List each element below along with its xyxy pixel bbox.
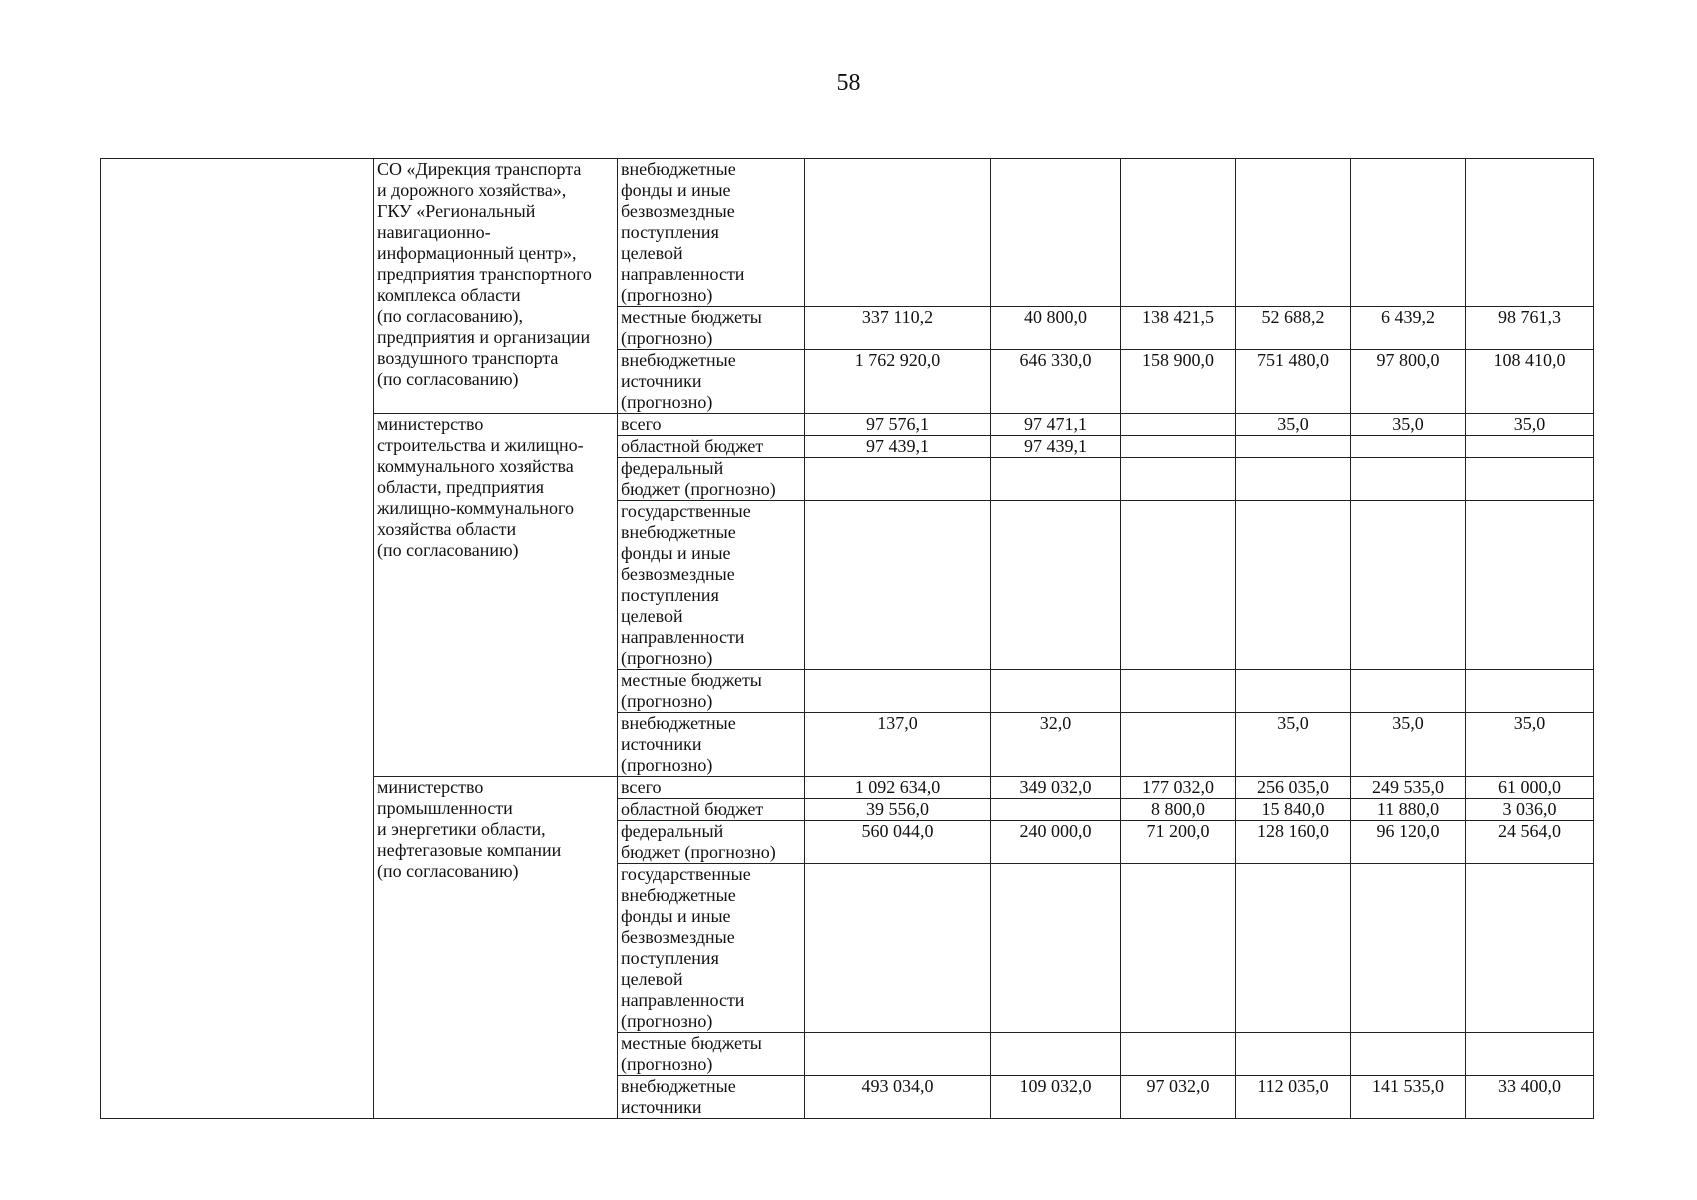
funding-source-label: федеральный бюджет (прогнозно) <box>621 458 776 499</box>
amount-cell: 6 439,2 <box>1351 307 1466 350</box>
amount-cell <box>1466 864 1594 1033</box>
amount-cell: 1 762 920,0 <box>805 350 991 414</box>
executor-cell <box>374 414 618 777</box>
funding-source-cell <box>618 1076 805 1119</box>
amount-cell: 35,0 <box>1466 414 1594 436</box>
amount-cell <box>805 159 991 307</box>
amount-cell: 15 840,0 <box>1236 799 1351 821</box>
amount-cell <box>991 1033 1121 1076</box>
amount-cell: 112 035,0 <box>1236 1076 1351 1119</box>
amount-cell <box>1236 159 1351 307</box>
funding-source-label: местные бюджеты (прогнозно) <box>621 1033 762 1074</box>
amount-cell: 35,0 <box>1236 713 1351 777</box>
funding-source-cell <box>618 713 805 777</box>
amount-cell: 97 471,1 <box>991 414 1121 436</box>
executor-name: министерство строительства и жилищно- коммунального хозяйства области, предприятия жилищно-коммунального хозяйства области (по согласованию) <box>377 414 584 560</box>
amount-cell: 35,0 <box>1236 414 1351 436</box>
amount-cell <box>1236 864 1351 1033</box>
amount-cell <box>805 458 991 501</box>
funding-source-label: всего <box>621 777 662 797</box>
amount-cell <box>1236 501 1351 670</box>
amount-cell <box>1121 159 1236 307</box>
amount-cell <box>1236 458 1351 501</box>
amount-cell: 24 564,0 <box>1466 821 1594 864</box>
amount-cell <box>991 670 1121 713</box>
amount-cell <box>1466 501 1594 670</box>
amount-cell: 97 439,1 <box>991 436 1121 458</box>
amount-cell <box>1121 458 1236 501</box>
amount-cell <box>1121 1033 1236 1076</box>
funding-source-label: областной бюджет <box>621 799 764 819</box>
amount-cell <box>1236 1033 1351 1076</box>
amount-cell <box>1466 458 1594 501</box>
amount-cell <box>1351 670 1466 713</box>
amount-cell <box>805 670 991 713</box>
page-number: 58 <box>836 70 861 96</box>
amount-cell <box>1121 670 1236 713</box>
amount-cell <box>1121 713 1236 777</box>
amount-cell: 108 410,0 <box>1466 350 1594 414</box>
table-row <box>101 159 1594 307</box>
amount-cell: 128 160,0 <box>1236 821 1351 864</box>
amount-cell: 98 761,3 <box>1466 307 1594 350</box>
amount-cell: 109 032,0 <box>991 1076 1121 1119</box>
amount-cell: 33 400,0 <box>1466 1076 1594 1119</box>
funding-source-cell <box>618 159 805 307</box>
amount-cell <box>805 864 991 1033</box>
amount-cell <box>1236 670 1351 713</box>
funding-source-label: местные бюджеты (прогнозно) <box>621 307 762 348</box>
amount-cell <box>1121 864 1236 1033</box>
amount-cell <box>1466 1033 1594 1076</box>
amount-cell: 138 421,5 <box>1121 307 1236 350</box>
funding-source-cell <box>618 799 805 821</box>
funding-source-label: внебюджетные источники (прогнозно) <box>621 350 736 412</box>
amount-cell <box>805 1033 991 1076</box>
funding-source-label: внебюджетные источники <box>621 1076 736 1117</box>
amount-cell: 158 900,0 <box>1121 350 1236 414</box>
program-name-cell <box>101 159 374 1119</box>
amount-cell: 256 035,0 <box>1236 777 1351 799</box>
amount-cell: 71 200,0 <box>1121 821 1236 864</box>
amount-cell: 97 032,0 <box>1121 1076 1236 1119</box>
amount-cell <box>1466 159 1594 307</box>
amount-cell <box>991 501 1121 670</box>
funding-source-cell <box>618 307 805 350</box>
funding-source-cell <box>618 777 805 799</box>
amount-cell <box>1351 864 1466 1033</box>
amount-cell <box>991 159 1121 307</box>
amount-cell: 3 036,0 <box>1466 799 1594 821</box>
amount-cell: 249 535,0 <box>1351 777 1466 799</box>
amount-cell: 141 535,0 <box>1351 1076 1466 1119</box>
amount-cell: 11 880,0 <box>1351 799 1466 821</box>
funding-source-label: областной бюджет <box>621 436 764 456</box>
executor-name: СО «Дирекция транспорта и дорожного хозяйства», ГКУ «Региональный навигационно- информационный центр», предприятия транспортного комплекса области (по согласованию), предприятия и организации воздушного транспорта (по согласованию) <box>377 159 592 389</box>
funding-source-cell <box>618 821 805 864</box>
executor-cell <box>374 777 618 1119</box>
amount-cell: 97 439,1 <box>805 436 991 458</box>
funding-source-label: внебюджетные источники (прогнозно) <box>621 713 736 775</box>
amount-cell: 40 800,0 <box>991 307 1121 350</box>
funding-source-cell <box>618 501 805 670</box>
funding-source-label: федеральный бюджет (прогнозно) <box>621 821 776 862</box>
amount-cell <box>1466 436 1594 458</box>
amount-cell: 32,0 <box>991 713 1121 777</box>
amount-cell: 177 032,0 <box>1121 777 1236 799</box>
amount-cell <box>991 864 1121 1033</box>
amount-cell: 493 034,0 <box>805 1076 991 1119</box>
amount-cell <box>991 799 1121 821</box>
amount-cell: 240 000,0 <box>991 821 1121 864</box>
amount-cell <box>1351 458 1466 501</box>
amount-cell: 96 120,0 <box>1351 821 1466 864</box>
executor-name: министерство промышленности и энергетики области, нефтегазовые компании (по согласованию) <box>377 777 562 881</box>
amount-cell <box>1121 436 1236 458</box>
amount-cell: 137,0 <box>805 713 991 777</box>
funding-source-label: государственные внебюджетные фонды и иные безвозмездные поступления целевой направленности (прогнозно) <box>621 501 751 668</box>
funding-source-label: внебюджетные фонды и иные безвозмездные поступления целевой направленности (прогнозно) <box>621 159 745 305</box>
amount-cell: 1 092 634,0 <box>805 777 991 799</box>
amount-cell: 61 000,0 <box>1466 777 1594 799</box>
amount-cell <box>1121 414 1236 436</box>
amount-cell: 751 480,0 <box>1236 350 1351 414</box>
amount-cell <box>1236 436 1351 458</box>
funding-source-label: местные бюджеты (прогнозно) <box>621 670 762 711</box>
amount-cell: 646 330,0 <box>991 350 1121 414</box>
funding-source-label: всего <box>621 414 662 434</box>
amount-cell <box>1351 501 1466 670</box>
funding-source-cell <box>618 458 805 501</box>
amount-cell <box>1351 1033 1466 1076</box>
amount-cell: 97 800,0 <box>1351 350 1466 414</box>
amount-cell <box>1466 670 1594 713</box>
funding-source-cell <box>618 436 805 458</box>
amount-cell: 35,0 <box>1351 713 1466 777</box>
amount-cell: 97 576,1 <box>805 414 991 436</box>
funding-source-cell <box>618 350 805 414</box>
funding-source-label: государственные внебюджетные фонды и иные безвозмездные поступления целевой направленности (прогнозно) <box>621 864 751 1031</box>
amount-cell: 39 556,0 <box>805 799 991 821</box>
table-body <box>101 159 1594 1119</box>
amount-cell: 560 044,0 <box>805 821 991 864</box>
amount-cell <box>991 458 1121 501</box>
amount-cell <box>805 501 991 670</box>
amount-cell: 337 110,2 <box>805 307 991 350</box>
amount-cell <box>1351 436 1466 458</box>
amount-cell: 52 688,2 <box>1236 307 1351 350</box>
amount-cell: 35,0 <box>1466 713 1594 777</box>
budget-table <box>100 158 1594 1119</box>
funding-source-cell <box>618 864 805 1033</box>
funding-source-cell <box>618 414 805 436</box>
amount-cell: 349 032,0 <box>991 777 1121 799</box>
amount-cell: 8 800,0 <box>1121 799 1236 821</box>
amount-cell <box>1121 501 1236 670</box>
amount-cell <box>1351 159 1466 307</box>
funding-source-cell <box>618 670 805 713</box>
executor-cell <box>374 159 618 414</box>
funding-source-cell <box>618 1033 805 1076</box>
amount-cell: 35,0 <box>1351 414 1466 436</box>
